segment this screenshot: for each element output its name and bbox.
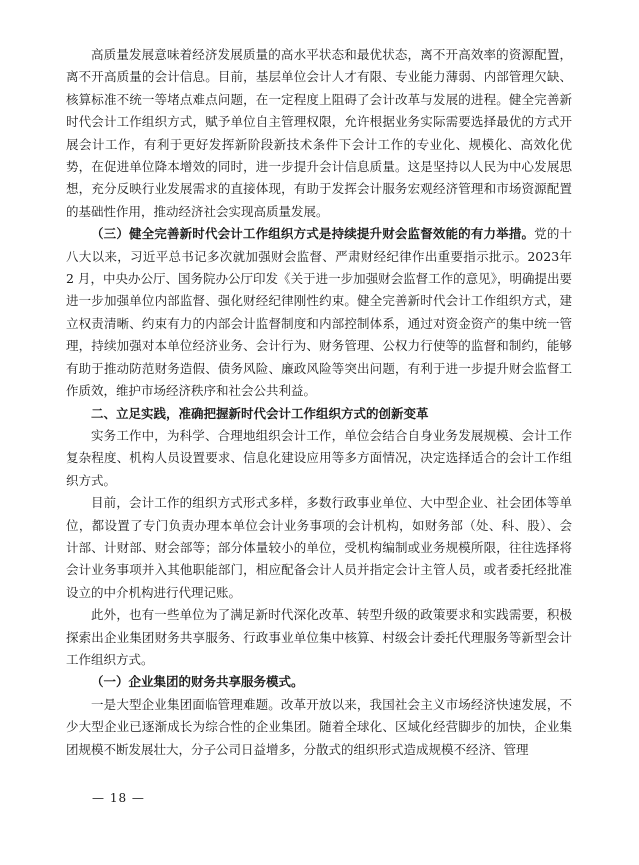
paragraph — [66, 223, 572, 402]
paragraph: 此外，也有一些单位为了满足新时代深化改革、转型升级的政策要求和实践需要，积极探索出企业集团财务共享服务、行政事业单位集中核算、村级会计委托代理服务等新型会计工作组织方式。 — [66, 607, 572, 667]
paragraph-body: 党的十八大以来，习近平总书记多次就加强财会监督、严肃财经纪律作出重要指示批示。2023年 2 月，中央办公厅、国务院办公厅印发《关于进一步加强财会监督工作的意见》，明确提出要进一步加强单位内部监督、强化财经纪律刚性约束。健全完善新时代会计工作组织方式，建立权责清晰、约束有力的内部会计监督制度和内部控制体系，通过对资金资产的集中统一管理，持续加强对本单位经济业务、会计行为、财务管理、公权力行使等的监督和制约，能够有助于推动防范财务造假、债务风险、廉政风险等突出问题，有利于进一步提升财会监督工作质效，维护市场经济秩序和社会公共利益。 — [66, 226, 572, 399]
paragraph: 实务工作中，为科学、合理地组织会计工作，单位会结合自身业务发展规模、会计工作复杂程度、机构人员设置要求、信息化建设应用等多方面情况，决定选择适合的会计工作组织方式。 — [66, 427, 572, 488]
paragraph-lead: （三）健全完善新时代会计工作组织方式是持续提升财会监督效能的有力举措。 — [91, 226, 535, 242]
document-body — [66, 44, 572, 761]
paragraph: 高质量发展意味着经济发展质量的高水平状态和最优状态，离不开高效率的资源配置，离不开高质量的会计信息。目前，基层单位会计人才有限、专业能力薄弱、内部管理欠缺、核算标准不统一等堵点难点问题，在一定程度上阻碍了会计改革与发展的进程。健全完善新时代会计工作组织方式，赋予单位自主管理权限，允许根据业务实际需要选择最优的方式开展会计工作，有利于更好发挥新阶段新技术条件下会计工作的专业化、规模化、高效化优势，在促进单位降本增效的同时，进一步提升会计信息质量。这是坚持以人民为中心发展思想，充分反映行业发展需求的直接体现，有助于发挥会计服务宏观经济管理和市场资源配置的基础性作用，推动经济社会实现高质量发展。 — [66, 47, 572, 219]
section-heading: 二、立足实践，准确把握新时代会计工作组织方式的创新变革 — [91, 405, 429, 421]
subsection-heading: （一）企业集团的财务共享服务模式。 — [91, 674, 304, 690]
page-number: — 18 — — [92, 791, 145, 805]
paragraph: 目前，会计工作的组织方式形式多样，多数行政事业单位、大中型企业、社会团体等单位，都设置了专门负责办理本单位会计业务事项的会计机构，如财务部（处、科、股）、会计部、计财部、财会部等；部分体量较小的单位，受机构编制或业务规模所限，往往选择将会计业务事项并入其他职能部门，相应配备会计人员并指定会计主管人员，或者委托经批准设立的中介机构进行代理记账。 — [66, 495, 572, 600]
paragraph: 一是大型企业集团面临管理难题。改革开放以来，我国社会主义市场经济快速发展，不少大型企业已逐渐成长为综合性的企业集团。随着全球化、区域化经营脚步的加快，企业集团规模不断发展壮大，分子公司日益增多，分散式的组织形式造成规模不经济、管理 — [66, 696, 572, 757]
